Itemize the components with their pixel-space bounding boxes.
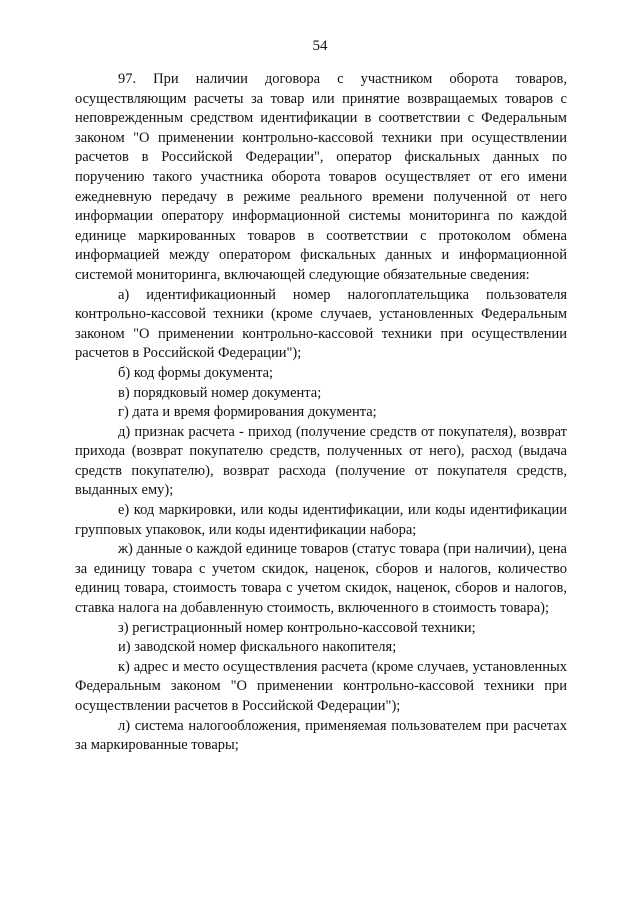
page-number: 54 [312, 38, 328, 54]
item-text: признак расчета - приход (получение средств от покупателя), возврат прихода (возврат покупателю средств, полученных от него), расход (выдача средств покупателю), возврат расхода (получение от покупателя средств, выданных ему); [75, 423, 567, 499]
clause-97 [75, 70, 567, 286]
item-zh [75, 540, 567, 618]
item-g [75, 403, 567, 423]
item-label: д) [118, 423, 131, 440]
item-e [75, 501, 567, 540]
item-text: код маркировки, или коды идентификации, или коды идентификации групповых упаковок, или коды идентификации набора; [75, 502, 567, 538]
item-label: и) [118, 639, 131, 656]
item-i [75, 638, 567, 658]
item-text: дата и время формирования документа; [128, 404, 377, 421]
item-label: б) [118, 364, 131, 381]
item-text: система налогообложения, применяемая пользователем при расчетах за маркированные товары; [75, 717, 567, 754]
clause-text: При наличии договора с участником оборота товаров, осуществляющим расчеты за товар или принятие возвращаемых товаров с неповрежденным средством идентификации в соответствии с Федеральным законом "О применении контрольно-кассовой техники при осуществлении расчетов в Российской Федерации", оператор фискальных данных по поручению такого участника оборота товаров осуществляет от его имени ежедневную передачу в режиме реального времени полученной от него информации оператору информационной системы мониторинга по каждой единице маркированных товаров в соответствии с протоколом обмена информацией между оператором фискальных данных и информационной системой мониторинга, включающей следующие обязательные сведения: [75, 71, 567, 283]
item-label: л) [118, 717, 131, 734]
item-l [75, 717, 567, 756]
item-a [75, 286, 567, 364]
item-b [75, 364, 567, 384]
item-label: з) [118, 619, 129, 636]
item-v [75, 384, 567, 404]
item-text: заводской номер фискального накопителя; [130, 639, 397, 656]
document-body [75, 70, 567, 756]
item-k [75, 658, 567, 717]
item-label: г) [118, 404, 129, 421]
clause-label: 97. [118, 71, 137, 87]
item-label: е) [118, 502, 130, 519]
item-text: данные о каждой единице товаров (статус товара (при наличии), цена за единицу товара с учетом скидок, наценок, сборов и налогов, количество единиц товара, стоимость товара с учетом скидок, наценок, сборов и налогов, ставка налога на добавленную стоимость, включенного в стоимость товара); [75, 541, 567, 617]
item-text: код формы документа; [130, 364, 274, 381]
item-label: к) [118, 658, 130, 675]
item-z [75, 619, 567, 639]
item-text: порядковый номер документа; [129, 384, 322, 401]
item-d [75, 423, 567, 501]
item-label: а) [118, 286, 130, 303]
item-label: ж) [118, 541, 133, 558]
item-text: идентификационный номер налогоплательщика пользователя контрольно-кассовой техники (кроме случаев, установленных Федеральным законом "О применении контрольно-кассовой техники при осуществлении расчетов в Российской Федерации"); [75, 286, 567, 362]
item-text: регистрационный номер контрольно-кассовой техники; [128, 619, 476, 636]
item-text: адрес и место осуществления расчета (кроме случаев, установленных Федеральным законом "О применении контрольно-кассовой техники при осуществлении расчетов в Российской Федерации"); [75, 658, 567, 714]
item-label: в) [118, 384, 130, 401]
